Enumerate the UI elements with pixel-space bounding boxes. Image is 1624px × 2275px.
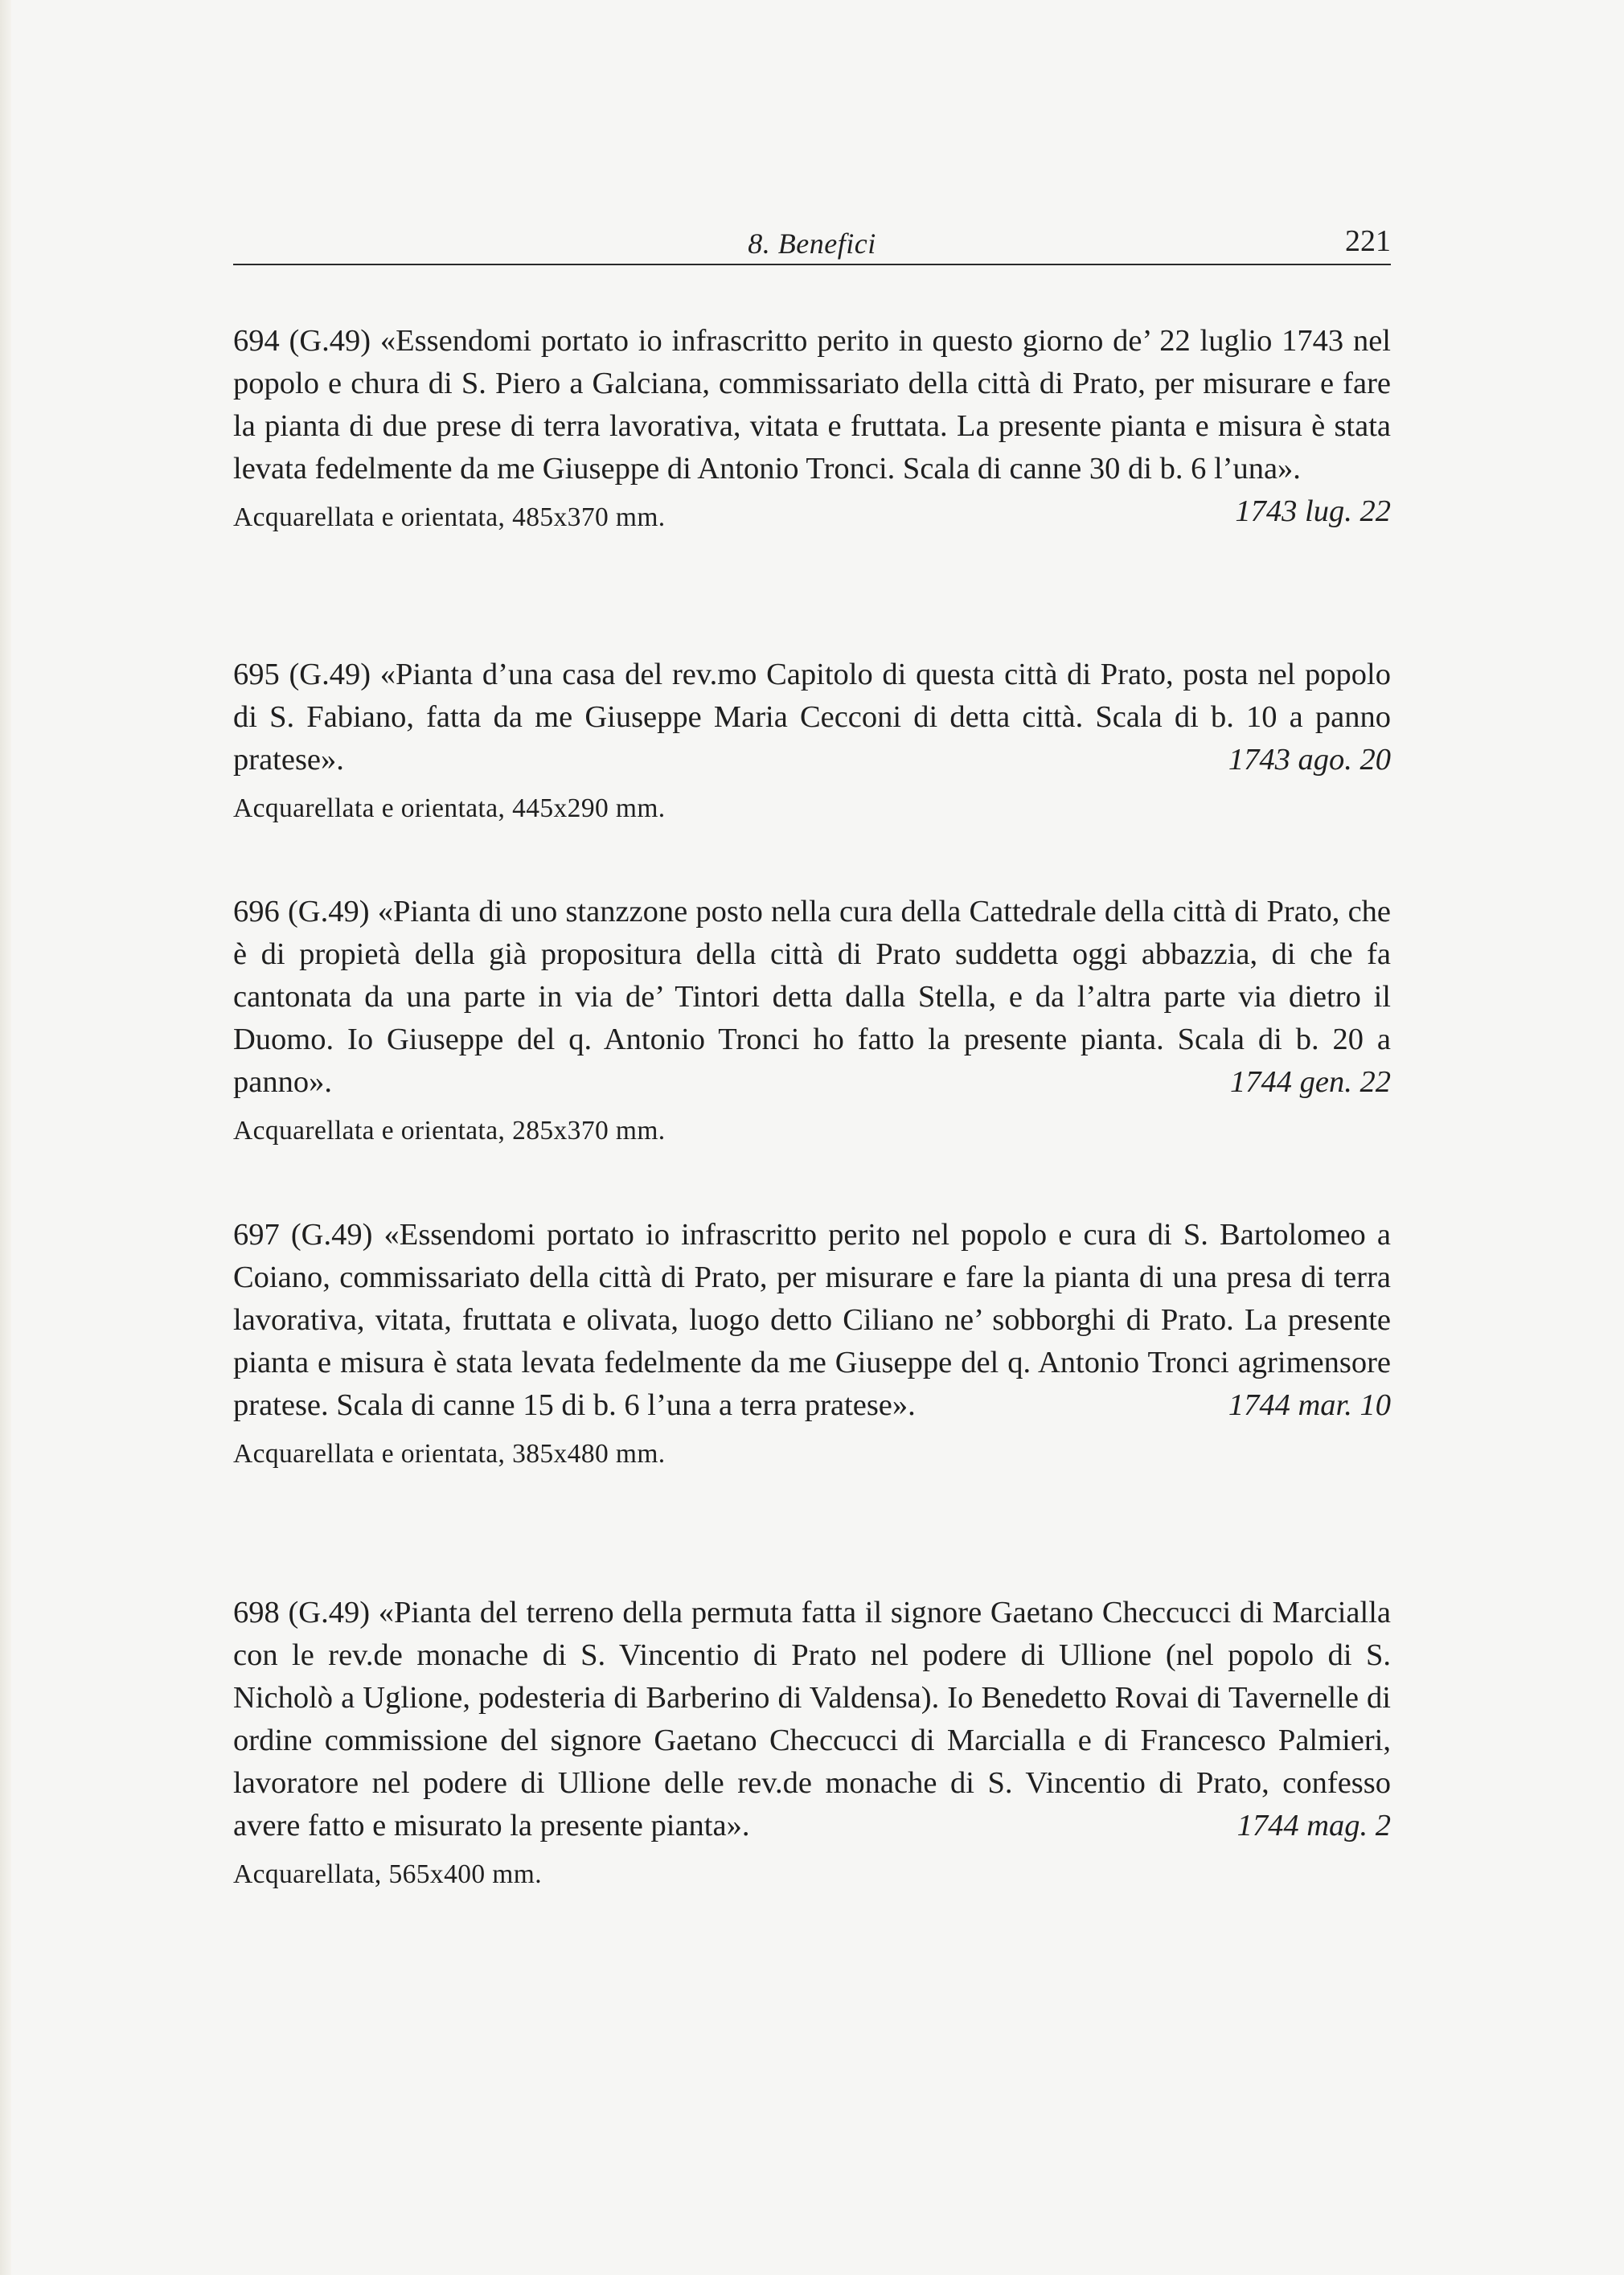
catalog-entry-698 <box>233 1592 1391 1892</box>
header-title: 8. Benefici <box>748 228 876 260</box>
entry-date: 1743 lug. 22 <box>1235 494 1391 528</box>
entry-text <box>233 1592 1391 1847</box>
entry-body: 694 (G.49) «Essendomi portato io infrascritto perito in questo giorno de’ 22 luglio 1743 nel popolo e chura di S. Piero a Galciana, commissariato della città di Prato, per misurare e fare la pianta di due prese di terra lavorativa, vitata e fruttata. La presente pianta e misura è stata levata fedelmente da me Giuseppe di Antonio Tronci. Scala di canne 30 di b. 6 l’una». <box>233 324 1391 486</box>
entry-text <box>233 654 1391 781</box>
entry-description: Acquarellata e orientata, 445x290 mm. <box>233 793 666 823</box>
entry-text <box>233 891 1391 1104</box>
paper-edge <box>0 0 11 2275</box>
page-number: 221 <box>1345 224 1391 258</box>
entry-date: 1744 gen. 22 <box>1230 1065 1391 1099</box>
entry-body: 695 (G.49) «Pianta d’una casa del rev.mo Capitolo di questa città di Prato, posta nel popolo di S. Fabiano, fatta da me Giuseppe Maria Cecconi di detta città. Scala di b. 10 a panno pratese». <box>233 658 1391 777</box>
entry-body: 697 (G.49) «Essendomi portato io infrascritto perito nel popolo e cura di S. Bartolomeo a Coiano, commissariato della città di Prato, per misurare e fare la pianta di una presa di terra lavorativa, vitata, fruttata e olivata, luogo detto Ciliano ne’ sobborghi di Prato. La presente pianta e misura è stata levata fedelmente da me Giuseppe del q. Antonio Tronci agrimensore pratese. Scala di canne 15 di b. 6 l’una a terra pratese». <box>233 1218 1391 1422</box>
catalog-entry-696 <box>233 891 1391 1149</box>
entry-description: Acquarellata e orientata, 485x370 mm. <box>233 502 666 532</box>
running-header <box>233 222 1391 262</box>
header-rule <box>233 264 1391 265</box>
entry-text <box>233 1214 1391 1427</box>
entry-description: Acquarellata, 565x400 mm. <box>233 1859 542 1889</box>
entry-date: 1743 ago. 20 <box>1228 743 1391 777</box>
entry-body: 696 (G.49) «Pianta di uno stanzzone posto nella cura della Cattedrale della città di Prato, che è di propietà della già propositura della città di Prato suddetta oggi abbazzia, di che fa cantonata da una parte in via de’ Tintori detta dalla Stella, e da l’altra parte via dietro il Duomo. Io Giuseppe del q. Antonio Tronci ho fatto la presente pianta. Scala di b. 20 a panno». <box>233 895 1391 1099</box>
entry-body: 698 (G.49) «Pianta del terreno della permuta fatta il signore Gaetano Checcucci di Marcialla con le rev.de monache di S. Vincentio di Prato nel podere di Ullione (nel popolo di S. Nicholò a Uglione, podesteria di Barberino di Valdensa). Io Benedetto Rovai di Tavernelle di ordine commissione del signore Gaetano Checcucci di Marcialla e di Francesco Palmieri, lavoratore nel podere di Ullione delle rev.de monache di S. Vincentio di Prato, confesso avere fatto e misurato la presente pianta». <box>233 1596 1391 1843</box>
catalog-entry-694 <box>233 320 1391 535</box>
entry-description: Acquarellata e orientata, 385x480 mm. <box>233 1439 666 1469</box>
entry-date: 1744 mar. 10 <box>1228 1388 1391 1422</box>
entry-date: 1744 mag. 2 <box>1236 1809 1391 1843</box>
catalog-entry-697 <box>233 1214 1391 1472</box>
entry-description: Acquarellata e orientata, 285x370 mm. <box>233 1116 666 1146</box>
catalog-entry-695 <box>233 654 1391 826</box>
